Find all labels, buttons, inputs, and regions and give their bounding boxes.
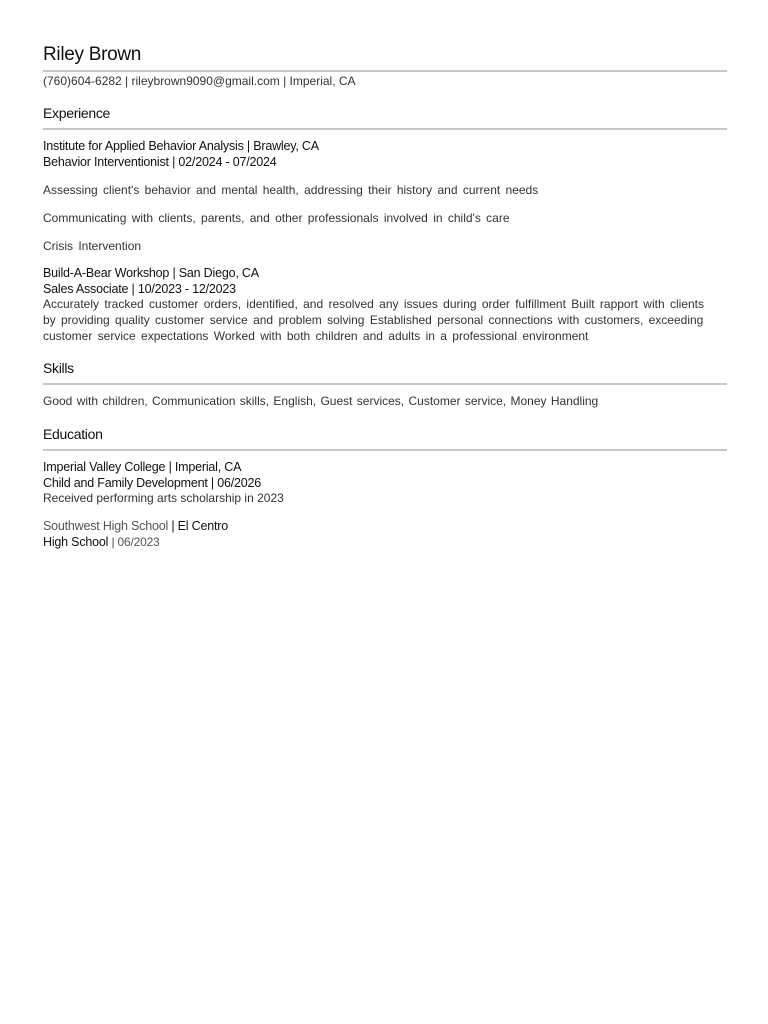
degree-date: | 06/2023 — [111, 535, 160, 549]
job-org-line: Institute for Applied Behavior Analysis | Brawley, CA — [43, 139, 319, 153]
experience-heading: Experience — [43, 105, 111, 121]
school-name: Southwest High School — [43, 519, 169, 533]
job-bullet: Assessing client's behavior and mental health, addressing their history and current needs — [43, 183, 539, 197]
skills-heading: Skills — [43, 360, 74, 376]
school-degree-line: Child and Family Development | 06/2026 — [43, 476, 261, 490]
job-role-line: Sales Associate | 10/2023 - 12/2023 — [43, 282, 236, 296]
school-org-line — [43, 518, 228, 534]
experience-divider — [43, 128, 727, 130]
school-degree-line — [43, 534, 160, 550]
school-location: | El Centro — [171, 519, 228, 533]
job-role-line: Behavior Interventionist | 02/2024 - 07/2024 — [43, 155, 277, 169]
education-divider — [43, 449, 727, 451]
degree-name: High School — [43, 535, 109, 549]
job-description: Accurately tracked customer orders, identified, and resolved any issues during order fulfillment Built rapport with clients by providing quality customer service and problem solving Established personal connections with customers, exceeding customer service expectations Worked with both children and adults in a professional environment — [43, 297, 704, 343]
school-note: Received performing arts scholarship in 2023 — [43, 491, 284, 505]
header-divider — [43, 70, 727, 72]
skills-divider — [43, 383, 727, 385]
school-org-line: Imperial Valley College | Imperial, CA — [43, 460, 242, 474]
resume-name: Riley Brown — [43, 44, 142, 65]
contact-line: (760)604-6282 | rileybrown9090@gmail.com | Imperial, CA — [43, 74, 356, 88]
job-bullet: Crisis Intervention — [43, 239, 142, 253]
job-bullet: Communicating with clients, parents, and other professionals involved in child's care — [43, 211, 510, 225]
job-org-line: Build-A-Bear Workshop | San Diego, CA — [43, 266, 259, 280]
education-heading: Education — [43, 426, 103, 442]
skills-list: Good with children, Communication skills, English, Guest services, Customer service, Money Handling — [43, 394, 599, 408]
